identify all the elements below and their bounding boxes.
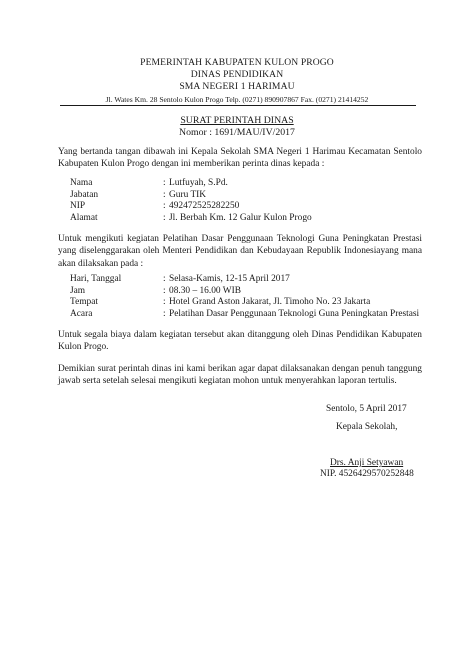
cost-paragraph: Untuk segala biaya dalam kegiatan tersebut akan ditanggung oleh Dinas Pendidikan Kabupaten Kulon Progo. [58,330,422,353]
event-row: Jam : 08.30 – 16.00 WIB [70,285,241,296]
letter-heading [0,115,474,139]
intro-paragraph: Yang bertanda tangan dibawah ini Kepala Sekolah SMA Negeri 1 Harimau Kecamatan Sentolo Kabupaten Kulon Progo dengan ini memberikan perinta dinas kepada : [58,147,422,170]
letter-number: Nomor : 1691/MAU/IV/2017 [179,127,295,138]
event-value: Pelatihan Dasar Penggunaan Teknologi Guna Peningkatan Prestasi [169,308,420,319]
detail-label: NIP [70,201,86,212]
letterhead [60,57,414,105]
event-details [70,274,419,320]
event-label: Jam [70,285,86,296]
letterhead-agency: DINAS PENDIDIKAN [190,69,284,81]
letter-title: SURAT PERINTAH DINAS [180,115,294,126]
event-row: Acara : Pelatihan Dasar Penggunaan Teknologi Guna Peningkatan Prestasi [70,308,420,319]
event-label: Acara [70,308,93,319]
signature-place-date: Sentolo, 5 April 2017 [326,404,407,414]
signatory-name: Drs. Anji Setyawan [330,458,404,468]
event-label: Tempat [70,297,98,308]
detail-label: Jabatan [70,189,99,200]
purpose-paragraph: Untuk mengikuti kegiatan Pelatihan Dasar Penggunaan Teknologi Guna Peningkatan Prestasi yang diselenggarakan oleh Menteri Pendidikan dan Kebudayaan Republik Indonesiayang mana akan dilaksakan pada : [58,234,422,269]
signatory-nip: NIP. 4526429570252848 [320,469,414,479]
letterhead-government: PEMERINTAH KABUPATEN KULON PROGO [140,57,334,68]
detail-value: Guru TIK [169,189,207,200]
letterhead-school: SMA NEGERI 1 HARIMAU [179,81,295,93]
event-value: Hotel Grand Aston Jakarat, Jl. Timoho No. 23 Jakarta [169,297,371,308]
event-value: 08.30 – 16.00 WIB [169,285,241,296]
event-label: Hari, Tanggal [70,274,122,284]
signature-position: Kepala Sekolah, [336,422,398,432]
letterhead-address: Jl. Wates Km. 28 Sentolo Kulon Progo Telp. (0271) 890907867 Fax. (0271) 21414252 [105,94,369,104]
detail-value: Lutfuyah, S.Pd. [169,178,228,188]
person-details [70,178,312,224]
letterhead-divider [60,105,416,106]
closing-paragraph: Demikian surat perintah dinas ini kami berikan agar dapat dilaksanakan dengan penuh tanggung jawab serta setelah selesai mengikuti kegiatan mohon untuk menyerahkan laporan tertulis. [58,364,422,387]
detail-row: Alamat : Jl. Berbah Km. 12 Galur Kulon Progo [70,212,312,223]
detail-value: 492472525282250 [169,201,240,212]
detail-row: NIP : 492472525282250 [70,201,240,212]
detail-label: Nama [70,178,93,188]
detail-value: Jl. Berbah Km. 12 Galur Kulon Progo [169,212,312,223]
event-row: Tempat : Hotel Grand Aston Jakarat, Jl. Timoho No. 23 Jakarta [70,297,371,308]
detail-label: Alamat [70,212,98,223]
event-row: Hari, Tanggal : Selasa-Kamis, 12-15 April 2017 [70,274,290,284]
detail-row: Nama : Lutfuyah, S.Pd. [70,178,228,188]
event-value: Selasa-Kamis, 12-15 April 2017 [169,274,290,284]
detail-row: Jabatan : Guru TIK [70,189,207,200]
